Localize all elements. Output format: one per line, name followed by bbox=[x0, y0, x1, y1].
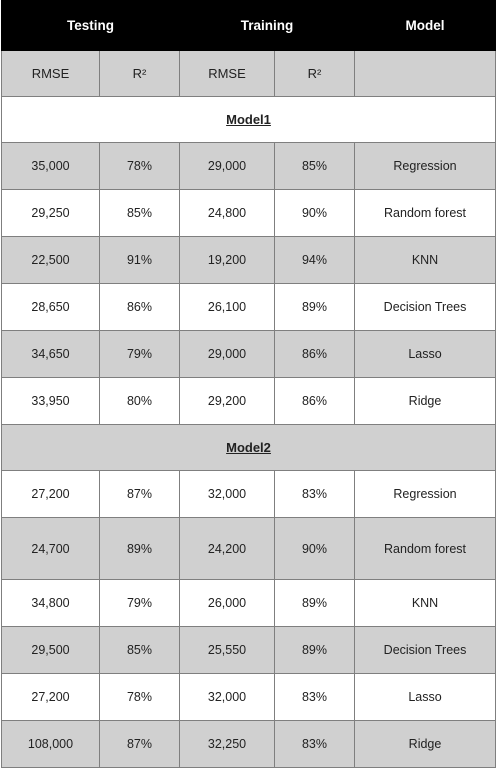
training-rmse-cell: 25,550 bbox=[180, 627, 275, 674]
testing-rmse-cell: 33,950 bbox=[2, 378, 100, 425]
testing-r2-cell: 87% bbox=[100, 471, 180, 518]
testing-rmse-cell: 27,200 bbox=[2, 471, 100, 518]
table-row bbox=[2, 518, 496, 580]
model-name-cell: Regression bbox=[355, 143, 496, 190]
training-rmse-cell: 32,250 bbox=[180, 721, 275, 768]
testing-r2-cell: 78% bbox=[100, 143, 180, 190]
table-row bbox=[2, 471, 496, 518]
testing-rmse-cell: 29,500 bbox=[2, 627, 100, 674]
testing-r2-cell: 87% bbox=[100, 721, 180, 768]
training-rmse-cell: 19,200 bbox=[180, 237, 275, 284]
testing-r2-cell: 80% bbox=[100, 378, 180, 425]
header-model: Model bbox=[355, 1, 496, 51]
testing-rmse-cell: 27,200 bbox=[2, 674, 100, 721]
testing-r2-cell: 85% bbox=[100, 190, 180, 237]
subheader-training-rmse: RMSE bbox=[180, 51, 275, 97]
subheader-model bbox=[355, 51, 496, 97]
training-rmse-cell: 26,100 bbox=[180, 284, 275, 331]
training-r2-cell: 90% bbox=[275, 518, 355, 580]
training-rmse-cell: 29,200 bbox=[180, 378, 275, 425]
training-rmse-cell: 26,000 bbox=[180, 580, 275, 627]
header-row bbox=[2, 1, 496, 51]
testing-r2-cell: 85% bbox=[100, 627, 180, 674]
section-title: Model1 bbox=[2, 97, 496, 143]
training-rmse-cell: 32,000 bbox=[180, 674, 275, 721]
testing-rmse-cell: 24,700 bbox=[2, 518, 100, 580]
results-table bbox=[1, 0, 496, 768]
subheader-training-r2: R² bbox=[275, 51, 355, 97]
model-name-cell: Decision Trees bbox=[355, 284, 496, 331]
subheader-testing-r2: R² bbox=[100, 51, 180, 97]
table-row bbox=[2, 190, 496, 237]
training-r2-cell: 90% bbox=[275, 190, 355, 237]
testing-r2-cell: 79% bbox=[100, 580, 180, 627]
testing-rmse-cell: 34,650 bbox=[2, 331, 100, 378]
training-rmse-cell: 29,000 bbox=[180, 331, 275, 378]
subheader-testing-rmse: RMSE bbox=[2, 51, 100, 97]
section-row-model2 bbox=[2, 425, 496, 471]
model-name-cell: Random forest bbox=[355, 190, 496, 237]
testing-rmse-cell: 35,000 bbox=[2, 143, 100, 190]
table-row bbox=[2, 284, 496, 331]
training-rmse-cell: 24,800 bbox=[180, 190, 275, 237]
table-row bbox=[2, 580, 496, 627]
training-rmse-cell: 29,000 bbox=[180, 143, 275, 190]
training-r2-cell: 83% bbox=[275, 471, 355, 518]
testing-r2-cell: 79% bbox=[100, 331, 180, 378]
testing-rmse-cell: 29,250 bbox=[2, 190, 100, 237]
model-name-cell: Regression bbox=[355, 471, 496, 518]
section-row-model1 bbox=[2, 97, 496, 143]
model-name-cell: KNN bbox=[355, 580, 496, 627]
table-row bbox=[2, 674, 496, 721]
training-r2-cell: 86% bbox=[275, 378, 355, 425]
model-name-cell: Ridge bbox=[355, 378, 496, 425]
testing-rmse-cell: 28,650 bbox=[2, 284, 100, 331]
testing-rmse-cell: 22,500 bbox=[2, 237, 100, 284]
training-r2-cell: 83% bbox=[275, 674, 355, 721]
testing-rmse-cell: 108,000 bbox=[2, 721, 100, 768]
section-title: Model2 bbox=[2, 425, 496, 471]
training-r2-cell: 89% bbox=[275, 627, 355, 674]
model-name-cell: KNN bbox=[355, 237, 496, 284]
table-row bbox=[2, 143, 496, 190]
subheader-row bbox=[2, 51, 496, 97]
testing-r2-cell: 78% bbox=[100, 674, 180, 721]
testing-rmse-cell: 34,800 bbox=[2, 580, 100, 627]
training-r2-cell: 85% bbox=[275, 143, 355, 190]
training-rmse-cell: 32,000 bbox=[180, 471, 275, 518]
table-row bbox=[2, 721, 496, 768]
table-row bbox=[2, 627, 496, 674]
training-r2-cell: 86% bbox=[275, 331, 355, 378]
training-rmse-cell: 24,200 bbox=[180, 518, 275, 580]
model-name-cell: Random forest bbox=[355, 518, 496, 580]
testing-r2-cell: 91% bbox=[100, 237, 180, 284]
header-testing: Testing bbox=[2, 1, 180, 51]
training-r2-cell: 83% bbox=[275, 721, 355, 768]
table-row bbox=[2, 237, 496, 284]
model-name-cell: Decision Trees bbox=[355, 627, 496, 674]
header-training: Training bbox=[180, 1, 355, 51]
testing-r2-cell: 89% bbox=[100, 518, 180, 580]
model-name-cell: Lasso bbox=[355, 331, 496, 378]
table-row bbox=[2, 378, 496, 425]
training-r2-cell: 94% bbox=[275, 237, 355, 284]
training-r2-cell: 89% bbox=[275, 284, 355, 331]
model-name-cell: Ridge bbox=[355, 721, 496, 768]
training-r2-cell: 89% bbox=[275, 580, 355, 627]
model-name-cell: Lasso bbox=[355, 674, 496, 721]
table-row bbox=[2, 331, 496, 378]
testing-r2-cell: 86% bbox=[100, 284, 180, 331]
